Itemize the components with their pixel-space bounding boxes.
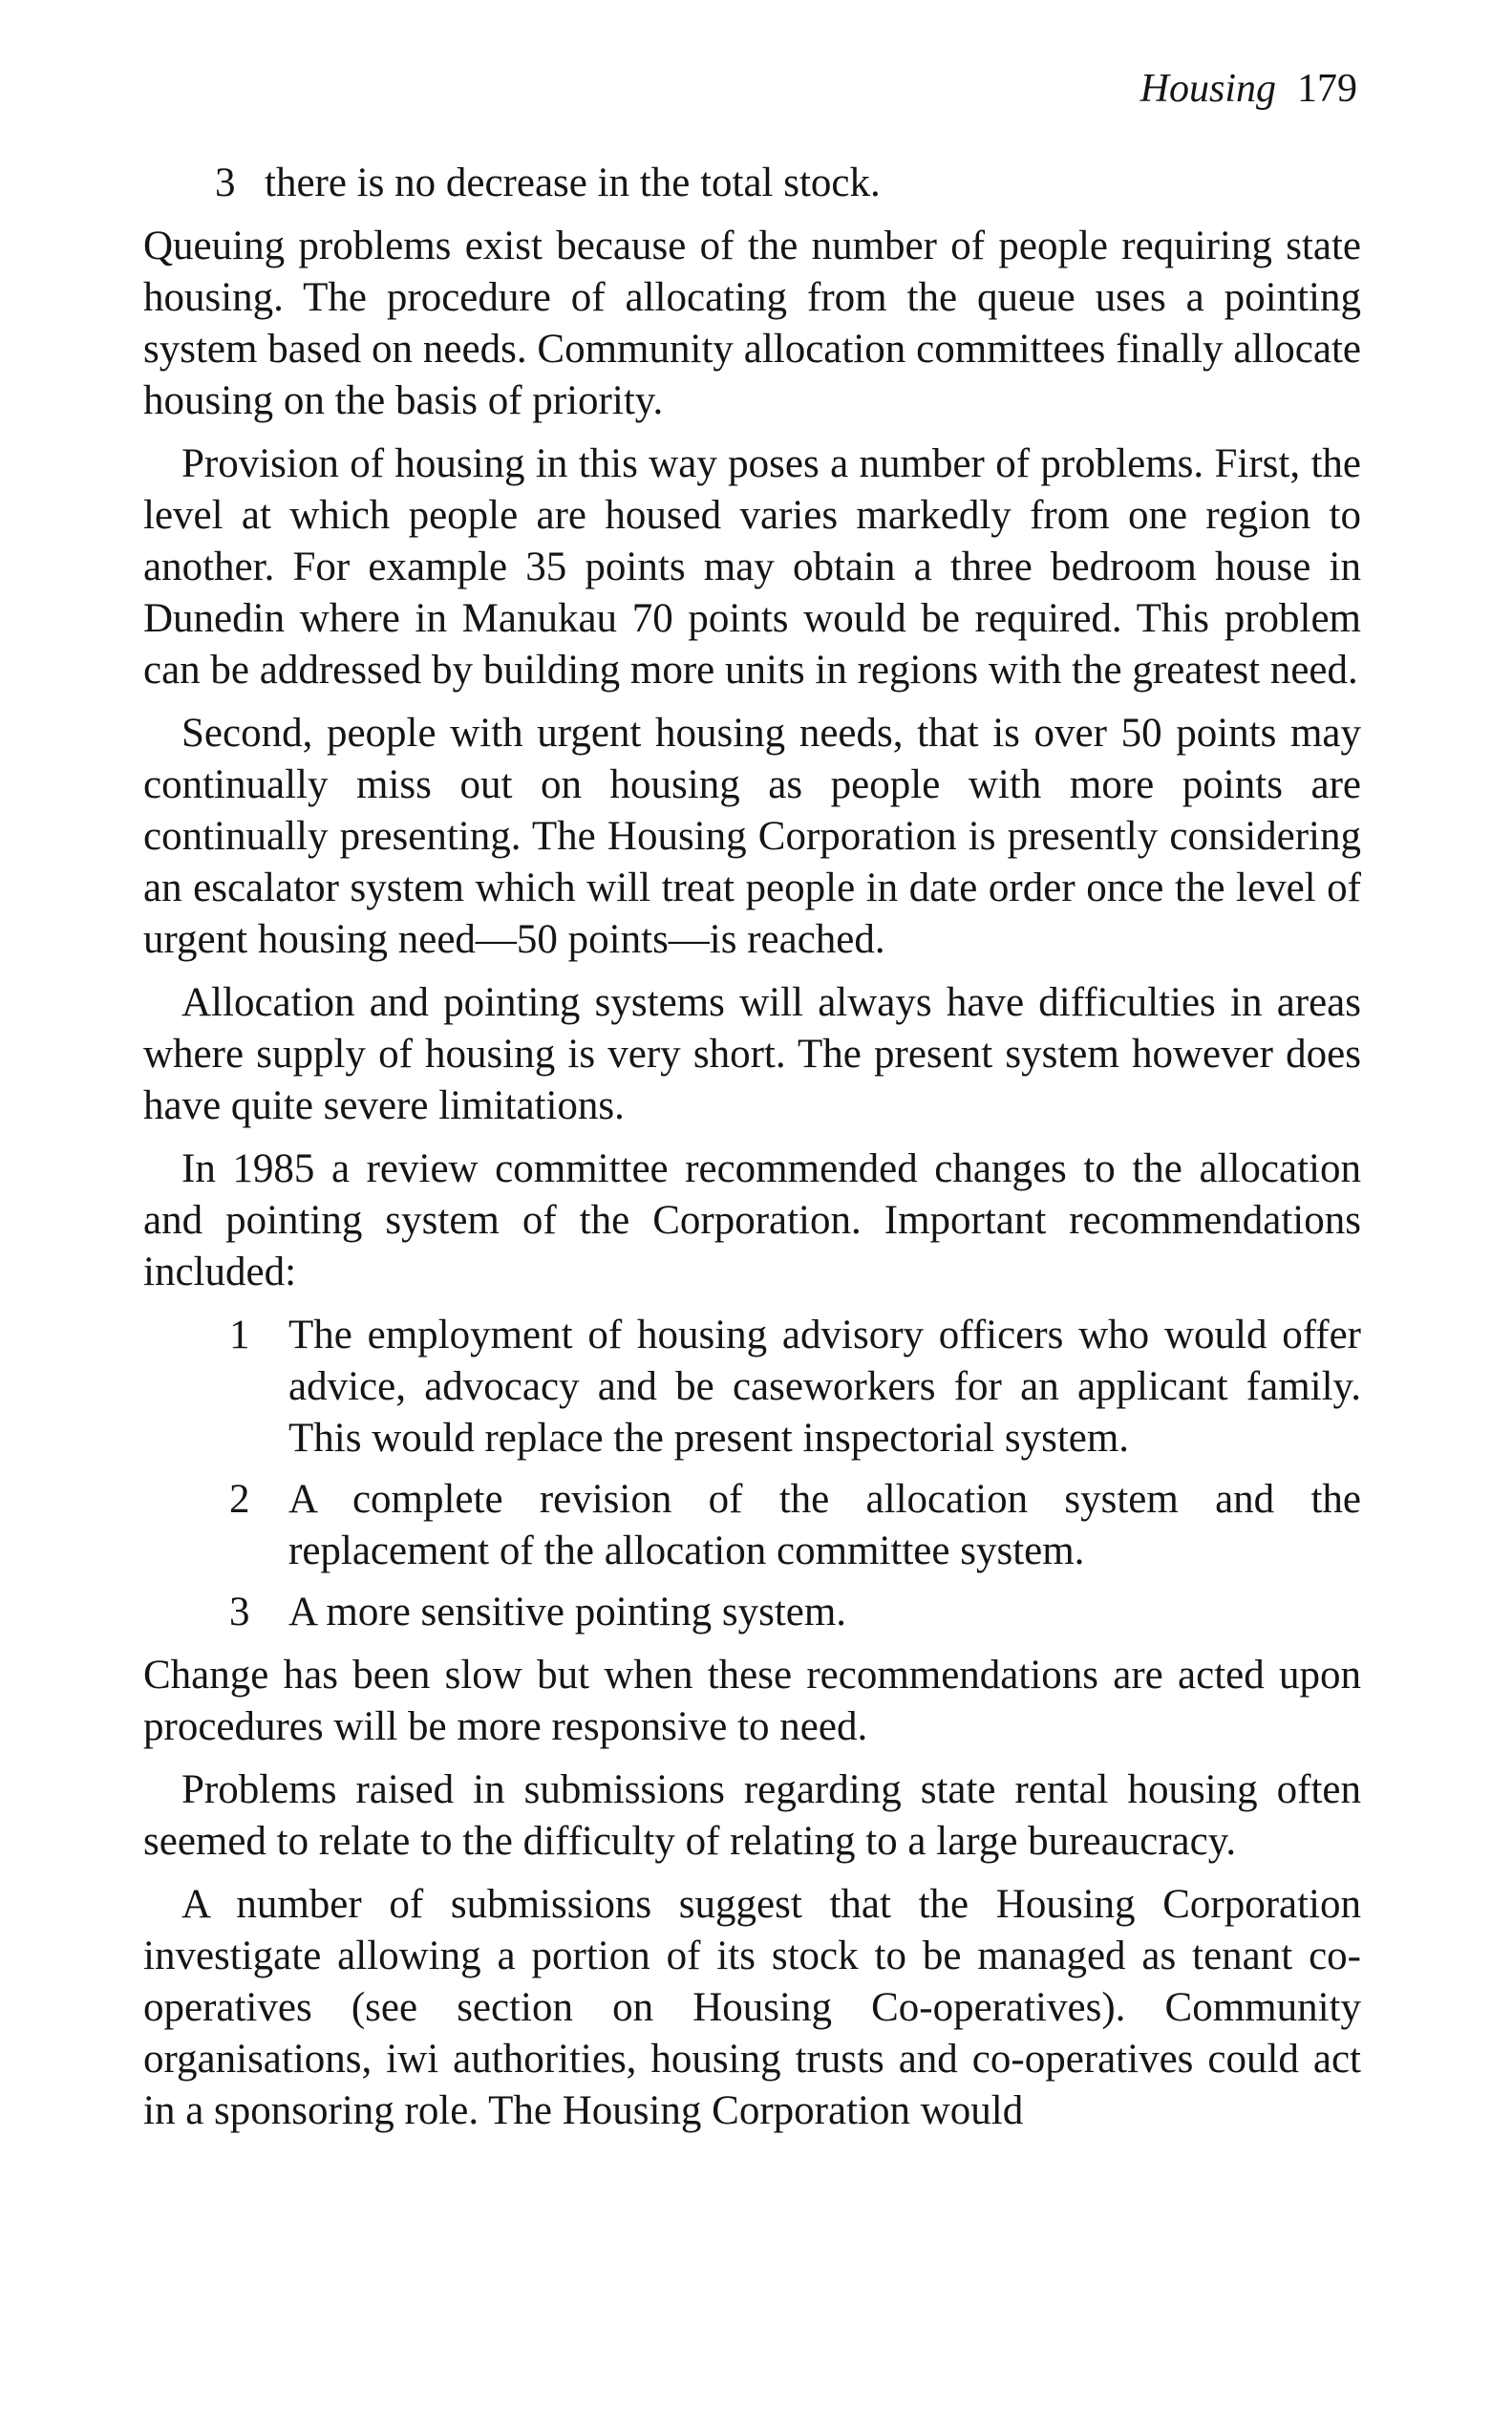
paragraph-change: Change has been slow but when these recommendations are acted upon procedures will be more responsive to need.	[143, 1653, 1361, 1749]
list-item	[229, 1310, 1361, 1464]
list-item-text: A complete revision of the allocation system and the replacement of the allocation committee system.	[288, 1477, 1361, 1573]
list-item	[229, 1587, 1361, 1638]
list-item-number: 2	[229, 1477, 250, 1522]
paragraph-allocation: Allocation and pointing systems will always have difficulties in areas where supply of housing is very short. The present system however does have quite severe limitations.	[143, 980, 1361, 1128]
paragraph-review: In 1985 a review committee recommended changes to the allocation and pointing system of the Corporation. Important recommendations included:	[143, 1146, 1361, 1294]
paragraph-queuing: Queuing problems exist because of the number of people requiring state housing. The procedure of allocating from the queue uses a pointing system based on needs. Community allocation committees finally allocate housing on the basis of priority.	[143, 224, 1361, 423]
list-item	[215, 158, 1361, 209]
paragraph-second: Second, people with urgent housing needs, that is over 50 points may continually miss out on housing as people with more points are continually presenting. The Housing Corporation is presently considering an escalator system which will treat people in date order once the level of urgent housing need—50 points—is reached.	[143, 711, 1361, 962]
page-number: 179	[1297, 67, 1357, 111]
list-item-number: 1	[229, 1313, 250, 1357]
list-item	[229, 1474, 1361, 1577]
paragraph-provision: Provision of housing in this way poses a number of problems. First, the level at which people are housed varies markedly from one region to another. For example 35 points may obtain a three bedroom house in Dunedin where in Manukau 70 points would be required. This problem can be addressed by building more units in regions with the greatest need.	[143, 441, 1361, 693]
running-head-title: Housing	[1139, 67, 1276, 111]
paragraph-problems: Problems raised in submissions regarding state rental housing often seemed to relate to the difficulty of relating to a large bureaucracy.	[143, 1767, 1361, 1864]
paragraph-submissions: A number of submissions suggest that the Housing Corporation investigate allowing a portion of its stock to be managed as tenant co-operatives (see section on Housing Co-operatives). Community organisations, iwi authorities, housing trusts and co-operatives could act in a sponsoring role. The Housing Corporation would	[143, 1882, 1361, 2133]
list-item-text: there is no decrease in the total stock.	[265, 160, 881, 205]
list-item-number: 3	[229, 1590, 250, 1635]
list-item-text: The employment of housing advisory officers who would offer advice, advocacy and be caseworkers for an applicant family. This would replace the present inspectorial system.	[288, 1313, 1361, 1461]
recommendations-list	[143, 1310, 1361, 1638]
list-item-number: 3	[215, 160, 236, 205]
continued-list	[143, 158, 1361, 209]
body-text	[143, 158, 1361, 2148]
list-item-text: A more sensitive pointing system.	[288, 1590, 847, 1635]
running-head	[1140, 69, 1357, 109]
